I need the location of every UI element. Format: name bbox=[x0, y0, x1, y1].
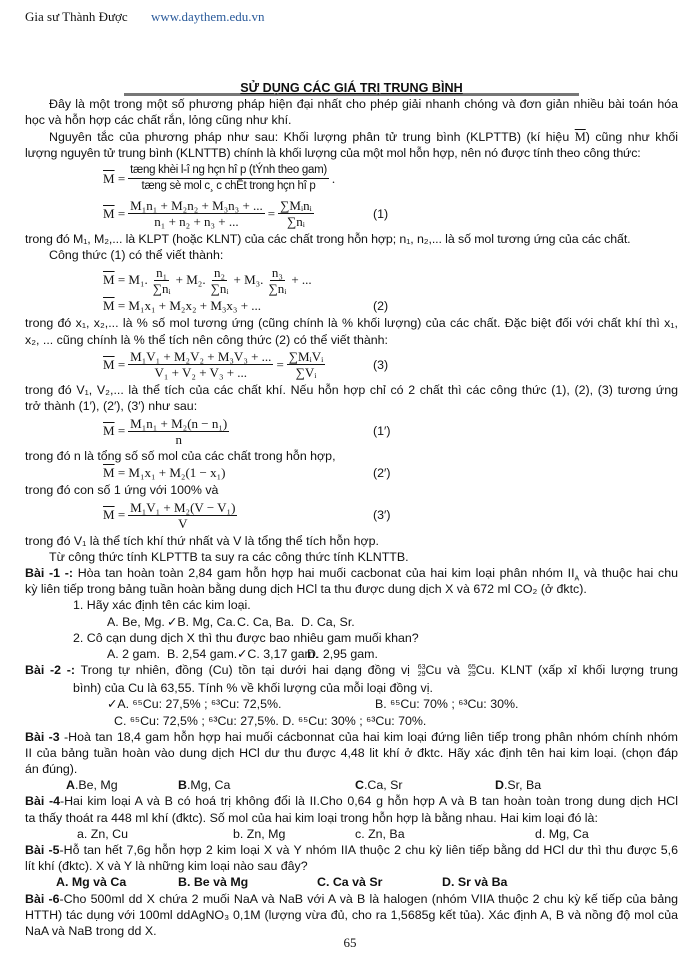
problem-number: -3 bbox=[44, 729, 60, 744]
equals: = bbox=[117, 298, 126, 314]
question: 2. Cô cạn dung dịch X thì thu được bao nhiêu gam muối khan? bbox=[73, 630, 419, 645]
expression: M₁x₁ + M₂(1 − x₁) bbox=[128, 465, 226, 481]
option-b[interactable]: B. Be và Mg bbox=[178, 875, 249, 890]
option-a[interactable]: A. Mg và Ca bbox=[56, 875, 127, 890]
text-line: trong đó con số 1 ứng với 100% và bbox=[25, 483, 219, 498]
numerator: ∑Mᵢnᵢ bbox=[280, 198, 312, 214]
problem-label: Bài bbox=[25, 729, 45, 744]
problem-text: -Hỗ tan hết 7,6g hỗn hợp 2 kim loại X và Y nhóm IIA thuộc 2 chu kỳ liên tiếp bằng dd HCl dư thì thu được 5,6 bbox=[59, 843, 678, 858]
term: + M₂. bbox=[175, 272, 206, 288]
header-website: www.daythem.edu.vn bbox=[150, 9, 265, 24]
option-d[interactable]: D. Sr và Ba bbox=[442, 875, 508, 890]
title-text: SỬ DỤNG CÁC GIÁ TRỊ TRUNG BÌNH bbox=[240, 81, 463, 95]
answer-options bbox=[25, 777, 678, 793]
mass-number: 63 bbox=[417, 663, 426, 671]
problem-3-line bbox=[25, 729, 678, 745]
numerator: n₃ bbox=[271, 264, 283, 280]
problem-text: -Hoà tan 18,4 gam hỗn hợp hai muối cácbonnat của hai kim loại đứng liên tiếp trong phân nhóm chính nhóm bbox=[59, 729, 678, 744]
denominator: V bbox=[178, 516, 188, 532]
problem-label: Bài -6 bbox=[25, 891, 60, 906]
isotope-numbers bbox=[418, 664, 426, 678]
numerator: M₁V₁ + M₂V₂ + M₃V₃ + ... bbox=[130, 349, 272, 365]
denominator: ∑nᵢ bbox=[210, 280, 229, 296]
text-line: trong đó M₁, M₂,... là KLPT (hoặc KLNT) của các chất trong hỗn hợp; n₁, n₂,... là số mol tương ứng của các chất. bbox=[25, 231, 631, 246]
atomic-number: 29 bbox=[467, 670, 476, 678]
header-author: Gia sư Thành Được bbox=[25, 9, 128, 24]
mass-number: 65 bbox=[467, 663, 476, 671]
mbar-symbol: $\overline{M}$ bbox=[103, 170, 115, 186]
problem-3-line: án đúng). bbox=[25, 762, 78, 777]
equation-number: (1′) bbox=[373, 424, 391, 439]
text-line: trong đó n là tổng số số mol của các chất trong hỗn hợp, bbox=[25, 449, 336, 464]
fraction bbox=[128, 500, 237, 531]
mbar-symbol: $\overline{M}$ bbox=[103, 356, 115, 372]
option-text: .Be, Mg bbox=[74, 778, 118, 793]
denominator: ∑nᵢ bbox=[286, 214, 305, 230]
equation-number: (2) bbox=[373, 299, 389, 314]
answer-options bbox=[25, 646, 678, 662]
fraction bbox=[151, 265, 173, 296]
problem-text: -Cho 500ml dd X chứa 2 muối NaA và NaB với A và B là halogen (nhóm VIIA thuộc 2 chu kỳ kế tiếp của bảng bbox=[59, 891, 678, 906]
problem-6-line: HTTH) tác dụng với 100ml ddAgNO₃ 0,1M (lượng vừa đủ, cho ra 1,5685g kết tủa). Xác định A, B và nồng độ mol của bbox=[25, 907, 678, 922]
equation-number: (2′) bbox=[373, 466, 391, 481]
option-key: B bbox=[178, 778, 187, 793]
problem-text: . KLNT (xấp xỉ khối lượng trung bbox=[491, 663, 678, 678]
problem-4-line: ta thấy thoát ra 448 ml khí (đktc). Số mol của hai kim loại trong hỗn hợp là bằng nhau. Hai kim loại đó là: bbox=[25, 810, 598, 825]
term: + ... bbox=[291, 272, 312, 288]
answer-options bbox=[25, 713, 678, 729]
option-a-correct[interactable]: ✓A. ⁶⁵Cu: 27,5% ; ⁶³Cu: 72,5%. bbox=[107, 697, 282, 712]
problem-text: và thuộc hai chu bbox=[579, 565, 678, 580]
formula-1-prime bbox=[25, 414, 678, 448]
option-a[interactable] bbox=[66, 777, 118, 793]
option-key: D bbox=[495, 778, 504, 793]
problem-6-line bbox=[25, 891, 678, 907]
equation-number: (3) bbox=[373, 357, 389, 372]
option-b[interactable]: b. Zn, Mg bbox=[233, 826, 286, 841]
atomic-number: 29 bbox=[417, 670, 426, 678]
option-d[interactable]: D. Ca, Sr. bbox=[301, 614, 355, 629]
page-header bbox=[25, 9, 265, 25]
equals: = bbox=[117, 272, 126, 288]
formula-2-expanded bbox=[25, 263, 678, 297]
text-line: Từ công thức tính KLPTTB ta suy ra các công thức tính KLNTTB. bbox=[49, 549, 409, 564]
intro-line bbox=[25, 129, 678, 145]
answer-options bbox=[25, 614, 678, 630]
text-line: trở thành (1′), (2′), (3′) như sau: bbox=[25, 398, 198, 413]
fraction bbox=[128, 198, 265, 229]
denominator: tæng sè mol c¸ c chÊt trong hçn hî p bbox=[141, 180, 316, 193]
formula-2 bbox=[25, 297, 678, 315]
denominator: ∑nᵢ bbox=[268, 280, 287, 296]
numerator: M₁V₁ + M₂(V − V₁) bbox=[130, 500, 236, 516]
term: + M₃. bbox=[233, 272, 264, 288]
term: M₁. bbox=[128, 272, 148, 288]
option-c-correct[interactable]: ✓C. 3,17 gam. bbox=[237, 646, 319, 661]
problem-6-line: NaA và NaB trong dd X. bbox=[25, 924, 157, 939]
mbar-symbol: $\overline{M}$ bbox=[103, 205, 115, 221]
fraction bbox=[128, 416, 229, 447]
intro-line: lượng nguyên tử trung bình (KLNTTB) chính là khối lượng của một mol hỗn hợp, nên nó được tính theo công thức: bbox=[25, 145, 641, 160]
problem-3-line: II của bảng tuần hoàn vào dung dịch HCl dư thu được 4,48 lit khí ở đktc. Hãy xác định tên hai kim loại. (chọn đáp bbox=[25, 745, 678, 760]
option-text: .Ca, Sr bbox=[363, 778, 403, 793]
equals: = bbox=[276, 356, 284, 372]
isotope-numbers bbox=[468, 664, 476, 678]
mbar-symbol: $\overline{M}$ bbox=[574, 129, 586, 144]
option-b-correct[interactable]: ✓B. Mg, Ca. bbox=[167, 614, 236, 629]
option-a[interactable]: A. 2 gam. bbox=[107, 646, 161, 661]
option-d[interactable]: D. 2,95 gam. bbox=[307, 646, 378, 661]
equation-number: (1) bbox=[373, 206, 389, 221]
option-key: A bbox=[66, 778, 75, 793]
problem-text: Hòa tan hoàn toàn 2,84 gam hỗn hợp hai muối cacbonat của hai kim loại phân nhóm II bbox=[73, 565, 575, 580]
mbar-symbol: $\overline{M}$ bbox=[103, 272, 115, 288]
problem-5-line: lít khí (đktc). X và Y là những kim loại nào sau đây? bbox=[25, 859, 308, 874]
subscript: A bbox=[574, 575, 580, 582]
option-text: .Sr, Ba bbox=[503, 778, 542, 793]
formula-definition bbox=[25, 161, 678, 197]
denominator: V₁ + V₂ + V₃ + ... bbox=[154, 365, 248, 381]
element: Cu bbox=[425, 663, 442, 678]
text-line: Công thức (1) có thể viết thành: bbox=[49, 248, 224, 263]
fraction bbox=[287, 349, 325, 380]
formula-2-prime bbox=[25, 464, 678, 482]
problem-label: Bài -2 -: bbox=[25, 663, 76, 678]
problem-text: và bbox=[441, 663, 461, 678]
text-line: x₂, ... cũng chính là % thể tích nên công thức (2) có thể viết thành: bbox=[25, 332, 389, 347]
text-line: trong đó V₁ là thể tích khí thứ nhất và V là tổng thể tích hỗn hợp. bbox=[25, 533, 379, 548]
answer-options bbox=[25, 826, 678, 842]
numerator: M₁n₁ + M₂n₂ + M₃n₃ + ... bbox=[130, 198, 263, 214]
option-c[interactable]: c. Zn, Ba bbox=[355, 826, 405, 841]
option-d[interactable] bbox=[495, 777, 541, 793]
fraction bbox=[278, 198, 314, 229]
formula-1 bbox=[25, 197, 678, 231]
formula-3 bbox=[25, 348, 678, 382]
option-key: C bbox=[355, 778, 364, 793]
option-a[interactable]: a. Zn, Cu bbox=[77, 826, 128, 841]
denominator: n bbox=[175, 431, 182, 447]
numerator: ∑MᵢVᵢ bbox=[288, 349, 324, 365]
option-b[interactable] bbox=[178, 777, 230, 793]
fraction bbox=[128, 163, 329, 194]
numerator: n₂ bbox=[214, 264, 226, 280]
option-c[interactable]: C. Ca, Ba. bbox=[237, 614, 295, 629]
answer-options bbox=[25, 696, 678, 712]
problem-label: Bài -4 bbox=[25, 794, 60, 809]
problem-4-line bbox=[25, 793, 678, 809]
element: Cu bbox=[475, 663, 492, 678]
numerator: M₁n₁ + M₂(n − n₁) bbox=[130, 415, 228, 431]
equals: = bbox=[117, 423, 126, 439]
problem-label: Bài -1 -: bbox=[25, 565, 73, 580]
denominator: ∑Vᵢ bbox=[295, 365, 317, 381]
option-text: .Mg, Ca bbox=[186, 778, 231, 793]
intro-line: học và hỗn hợp các chất rắn, lỏng cũng như khí. bbox=[25, 113, 292, 128]
problem-2-line: bình) của Cu là 63,55. Tính % về khối lượng của mỗi loại đồng vị. bbox=[73, 681, 433, 696]
intro-line: Đây là một trong một số phương pháp hiện đại nhất cho phép giải nhanh chóng và đơn giản nhiều bài toán hóa bbox=[49, 97, 678, 112]
text-line: trong đó x₁, x₂,... là % số mol tương ứng (cũng chính là % khối lượng) của các chất. Đặc biệt đối với chất khí thì x₁, bbox=[25, 316, 678, 331]
period: . bbox=[331, 170, 336, 186]
option-b[interactable]: B. ⁶⁵Cu: 70% ; ⁶³Cu: 30%. bbox=[375, 697, 519, 712]
option-c[interactable] bbox=[355, 777, 403, 793]
intro-text: Nguyên tắc của phương pháp như sau: Khối lượng phân tử trung bình (KLPTTB) (kí hiệu bbox=[49, 129, 570, 144]
option-c[interactable]: C. Ca và Sr bbox=[317, 875, 383, 890]
fraction bbox=[209, 265, 231, 296]
numerator: tæng khèi l-î ng hçn hî p (tÝnh theo gam) bbox=[128, 163, 329, 179]
option-c-d[interactable]: C. ⁶⁵Cu: 72,5% ; ⁶³Cu: 27,5%. D. ⁶⁵Cu: 30% ; ⁶³Cu: 70%. bbox=[114, 713, 427, 728]
denominator: n₁ + n₂ + n₃ + ... bbox=[154, 214, 239, 230]
problem-1-line: kỳ liên tiếp trong bảng tuần hoàn bằng dung dịch HCl ta thu được dung dịch X và 672 ml CO₂ (ở đktc). bbox=[25, 582, 587, 597]
numerator: n₁ bbox=[156, 264, 168, 280]
equals: = bbox=[117, 465, 126, 481]
mbar-symbol: $\overline{M}$ bbox=[103, 507, 115, 523]
denominator: ∑nᵢ bbox=[152, 280, 171, 296]
page-title bbox=[25, 80, 678, 96]
page-number: 65 bbox=[343, 935, 357, 950]
problem-2-line bbox=[25, 662, 678, 680]
question: 1. Hãy xác định tên các kim loại. bbox=[73, 598, 251, 613]
equals: = bbox=[267, 205, 276, 221]
text-line: trong đó V₁, V₂,... là thể tích của các chất khí. Nếu hỗn hợp chỉ có 2 chất thì các công thức (1), (2), (3) tương ứng bbox=[25, 382, 678, 397]
option-b[interactable]: B. 2,54 gam. bbox=[167, 646, 238, 661]
mbar-symbol: $\overline{M}$ bbox=[103, 423, 115, 439]
option-a[interactable]: A. Be, Mg. bbox=[107, 614, 165, 629]
equals: = bbox=[117, 205, 126, 221]
problem-text: Trong tự nhiên, đồng (Cu) tồn tại dưới hai dạng đồng vị bbox=[75, 663, 410, 678]
mbar-symbol: $\overline{M}$ bbox=[103, 465, 115, 481]
mbar-symbol: $\overline{M}$ bbox=[103, 298, 115, 314]
fraction bbox=[266, 265, 288, 296]
expression: M₁x₁ + M₂x₂ + M₃x₃ + ... bbox=[128, 298, 262, 314]
equals: = bbox=[117, 170, 126, 186]
problem-5-line bbox=[25, 842, 678, 858]
equals: = bbox=[117, 507, 126, 523]
problem-text: -Hai kim loại A và B có hoá trị không đổi là II.Cho 0,64 g hỗn hợp A và B tan hoàn toàn trong dung dịch HCl bbox=[59, 794, 678, 809]
equals: = bbox=[117, 356, 126, 372]
formula-3-prime bbox=[25, 499, 678, 533]
document-body bbox=[25, 80, 678, 939]
fraction bbox=[128, 349, 273, 380]
intro-text: ) cũng như khối bbox=[585, 129, 678, 144]
answer-options bbox=[25, 874, 678, 890]
option-d[interactable]: d. Mg, Ca bbox=[535, 826, 589, 841]
problem-1-line bbox=[25, 565, 678, 581]
equation-number: (3′) bbox=[373, 508, 391, 523]
problem-label: Bài -5 bbox=[25, 843, 60, 858]
